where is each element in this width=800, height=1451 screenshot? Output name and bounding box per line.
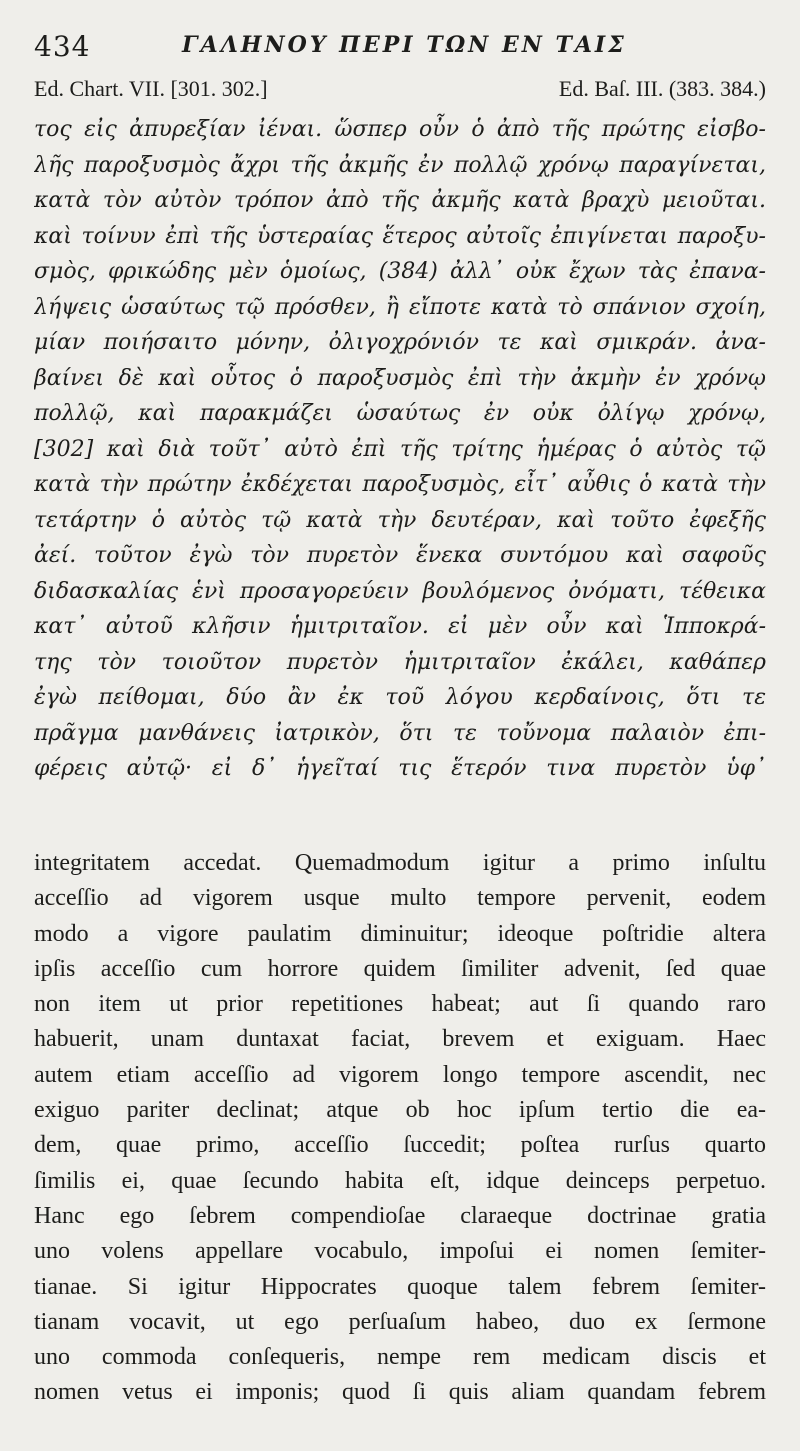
running-head <box>34 30 766 66</box>
greek-line: τετάρτην ὁ αὐτὸς τῷ κατὰ τὴν δευτέραν, καὶ τοῦτο ἐφεξῆς <box>34 507 766 533</box>
latin-line: tianae. Si igitur Hippocrates quoque talem febrem ſemiter- <box>34 1273 766 1300</box>
greek-line: πολλῷ, καὶ παρακμάζει ὡσαύτως ἐν οὐκ ὀλίγῳ χρόνῳ, <box>34 401 766 426</box>
latin-line: uno commoda conſequeris, nempe rem medicam discis et <box>34 1344 766 1371</box>
edition-references <box>34 76 766 104</box>
running-title: ΓΑΛΗΝΟΥ ΠΕΡΙ ΤΩΝ ΕΝ ΤΑΙΣ <box>182 32 627 58</box>
latin-line: exiguo pariter declinat; atque ob hoc ipſum tertio die ea- <box>34 1097 766 1124</box>
latin-line: non item ut prior repetitiones habeat; aut ſi quando raro <box>34 991 766 1018</box>
greek-line: [302] καὶ διὰ τοῦτ᾽ αὐτὸ ἐπὶ τῆς τρίτης ἡμέρας ὁ αὐτὸς τῷ <box>34 436 766 462</box>
greek-line: φέρεις αὐτῷ· εἰ δ᾽ ἡγεῖταί τις ἕτερόν τινα πυρετὸν ὑφ᾽ <box>34 756 766 781</box>
greek-line: σμὸς, φρικώδης μὲν ὁμοίως, (384) ἀλλ᾽ οὐκ ἔχων τὰς ἐπανα- <box>34 259 766 284</box>
greek-line: ἐγὼ πείθομαι, δύο ἂν ἐκ τοῦ λόγου κερδαίνοις, ὅτι τε <box>34 685 766 710</box>
edition-basel: Ed. Baſ. III. (383. 384.) <box>558 76 766 101</box>
latin-line: tianam vocavit, ut ego perſuaſum habeo, duo ex ſermone <box>34 1308 766 1335</box>
page-number: 434 <box>34 30 91 63</box>
greek-line: πρᾶγμα μανθάνεις ἰατρικὸν, ὅτι τε τοὔνομα παλαιὸν ἐπι- <box>34 720 766 746</box>
latin-line: autem etiam acceſſio ad vigorem longo tempore ascendit, nec <box>34 1061 766 1088</box>
greek-line: διδασκαλίας ἑνὶ προσαγορεύειν βουλόμενος ὀνόματι, τέθεικα <box>34 578 766 604</box>
edition-chartier: Ed. Chart. VII. [301. 302.] <box>34 76 268 101</box>
latin-line: ſimilis ei, quae ſecundo habita eſt, idque deinceps perpetuo. <box>34 1167 766 1194</box>
greek-line: κατὰ τὴν πρώτην ἐκδέχεται παροξυσμὸς, εἶτ᾽ αὖθις ὁ κατὰ τὴν <box>34 472 766 497</box>
greek-line: κατὰ τὸν αὐτὸν τρόπον ἀπὸ τῆς ἀκμῆς κατὰ βραχὺ μειοῦται. <box>34 188 766 213</box>
greek-line: μίαν ποιήσαιτο μόνην, ὀλιγοχρόνιόν τε καὶ σμικράν. ἀνα- <box>34 330 766 355</box>
greek-line: βαίνει δὲ καὶ οὗτος ὁ παροξυσμὸς ἐπὶ τὴν ἀκμὴν ἐν χρόνῳ <box>34 365 766 391</box>
greek-line: λήψεις ὡσαύτως τῷ πρόσθεν, ἢ εἴποτε κατὰ τὸ σπάνιον σχοίη, <box>34 294 766 320</box>
latin-line: habuerit, unam duntaxat faciat, brevem et exiguam. Haec <box>34 1026 766 1053</box>
greek-text-block <box>34 112 766 787</box>
latin-line: Hanc ego ſebrem compendioſae claraeque doctrinae gratia <box>34 1202 766 1229</box>
latin-line: acceſſio ad vigorem usque multo tempore pervenit, eodem <box>34 885 766 912</box>
latin-text-block <box>34 846 766 1411</box>
latin-line: dem, quae primo, acceſſio ſuccedit; poſtea rurſus quarto <box>34 1132 766 1159</box>
greek-line: ἀεί. τοῦτον ἐγὼ τὸν πυρετὸν ἕνεκα συντόμου καὶ σαφοῦς <box>34 543 766 568</box>
greek-line: λῆς παροξυσμὸς ἄχρι τῆς ἀκμῆς ἐν πολλῷ χρόνῳ παραγίνεται, <box>34 152 766 178</box>
greek-line: της τὸν τοιοῦτον πυρετὸν ἡμιτριταῖον ἐκάλει, καθάπερ <box>34 649 766 675</box>
latin-line: nomen vetus ei imponis; quod ſi quis aliam quandam febrem <box>34 1379 766 1406</box>
latin-line: integritatem accedat. Quemadmodum igitur a primo inſultu <box>34 850 766 876</box>
greek-line: κατ᾽ αὐτοῦ κλῆσιν ἡμιτριταῖον. εἰ μὲν οὖν καὶ Ἱπποκρά- <box>34 614 766 639</box>
latin-line: ipſis acceſſio cum horrore quidem ſimiliter advenit, ſed quae <box>34 955 766 982</box>
greek-line: καὶ τοίνυν ἐπὶ τῆς ὑστεραίας ἕτερος αὐτοῖς ἐπιγίνεται παροξυ- <box>34 223 766 249</box>
greek-line: τος εἰς ἀπυρεξίαν ἰέναι. ὥσπερ οὖν ὁ ἀπὸ τῆς πρώτης εἰσβο- <box>34 117 766 142</box>
latin-line: modo a vigore paulatim diminuitur; ideoque poſtridie altera <box>34 920 766 947</box>
latin-line: uno volens appellare vocabulo, impoſui ei nomen ſemiter- <box>34 1238 766 1265</box>
